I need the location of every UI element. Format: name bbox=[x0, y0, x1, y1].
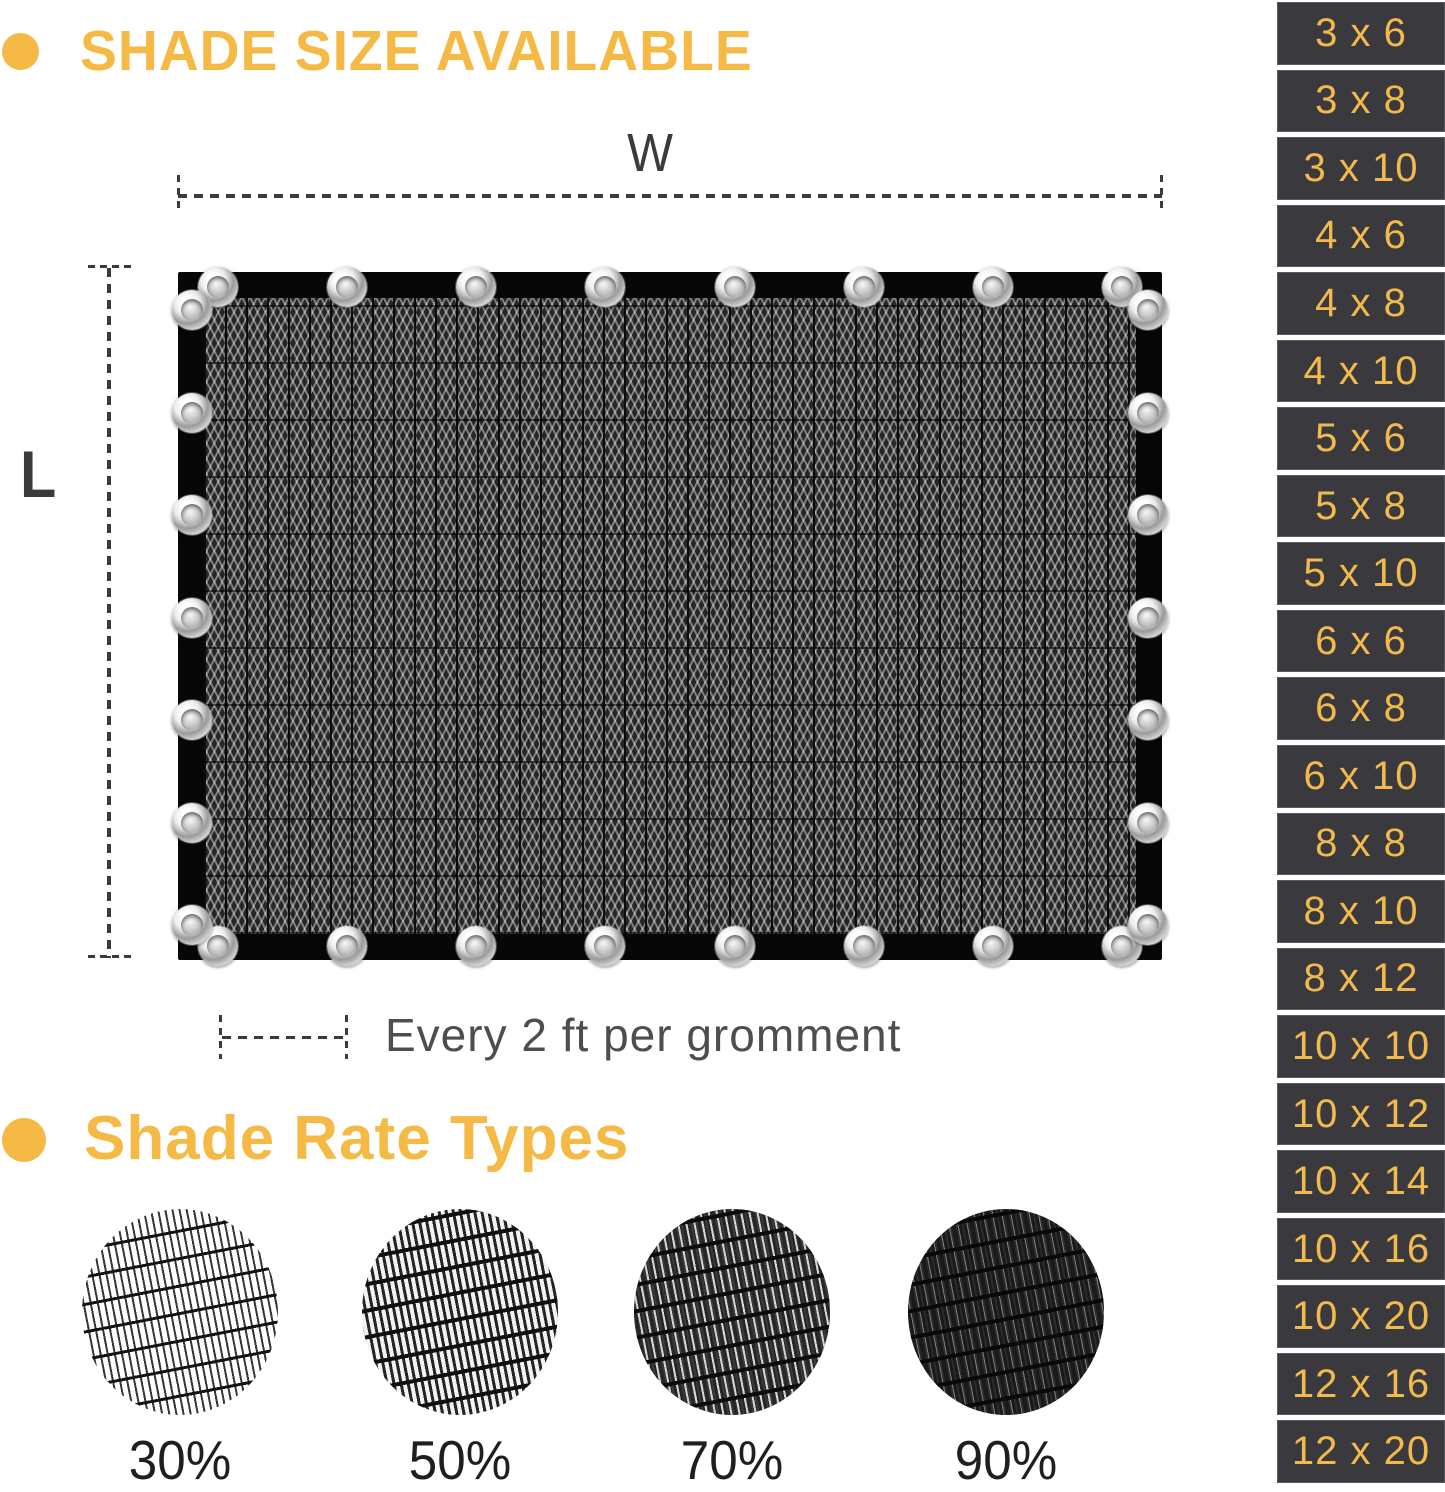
grommet-note: Every 2 ft per gromment bbox=[385, 1009, 902, 1061]
mesh-texture bbox=[82, 1209, 278, 1415]
size-option: 5 x 8 bbox=[1277, 475, 1445, 538]
size-option: 4 x 6 bbox=[1277, 205, 1445, 268]
grommet-hole bbox=[594, 935, 616, 957]
grommet-icon bbox=[327, 926, 367, 966]
shade-rate-label: 30% bbox=[128, 1429, 232, 1491]
length-dimension-tick-top bbox=[88, 265, 136, 268]
grommet-hole bbox=[207, 935, 229, 957]
grommet-icon bbox=[844, 926, 884, 966]
page-title: SHADE SIZE AVAILABLE bbox=[80, 19, 753, 83]
grommet-hole bbox=[1137, 504, 1159, 526]
size-option: 6 x 10 bbox=[1277, 745, 1445, 808]
grommet-icon bbox=[1128, 393, 1168, 433]
grommet-icon bbox=[1128, 598, 1168, 638]
size-option: 3 x 8 bbox=[1277, 70, 1445, 133]
grommet-hole bbox=[181, 914, 203, 936]
grommet-icon bbox=[456, 267, 496, 307]
mesh-texture bbox=[908, 1209, 1104, 1415]
width-dimension-line bbox=[178, 194, 1162, 198]
grommet-icon bbox=[172, 393, 212, 433]
size-option: 10 x 10 bbox=[1277, 1015, 1445, 1078]
shade-net-mesh bbox=[204, 298, 1136, 934]
grommet-icon bbox=[844, 267, 884, 307]
width-dimension-tick-left bbox=[177, 175, 180, 213]
width-dimension-tick-right bbox=[1160, 175, 1163, 213]
grommet-icon bbox=[172, 700, 212, 740]
grommet-hole bbox=[853, 276, 875, 298]
size-option: 3 x 10 bbox=[1277, 137, 1445, 200]
grommet-hole bbox=[594, 276, 616, 298]
size-option: 10 x 14 bbox=[1277, 1150, 1445, 1213]
length-dimension-tick-bottom bbox=[88, 955, 136, 958]
grommet-icon bbox=[1128, 803, 1168, 843]
grommet-spacing-line bbox=[222, 1036, 345, 1039]
grommet-icon bbox=[1128, 495, 1168, 535]
shade-net bbox=[178, 272, 1162, 960]
size-option: 5 x 10 bbox=[1277, 542, 1445, 605]
shade-rate-label: 90% bbox=[954, 1429, 1058, 1491]
grommet-icon bbox=[172, 598, 212, 638]
grommet-hole bbox=[336, 276, 358, 298]
size-option: 10 x 12 bbox=[1277, 1083, 1445, 1146]
grommet-icon bbox=[1128, 700, 1168, 740]
grommet-hole bbox=[853, 935, 875, 957]
size-option: 8 x 8 bbox=[1277, 813, 1445, 876]
grommet-spacing-tick-right bbox=[345, 1015, 348, 1059]
grommet-icon bbox=[715, 926, 755, 966]
shade-sample-90 bbox=[908, 1209, 1104, 1415]
grommet-hole bbox=[465, 935, 487, 957]
size-option: 10 x 20 bbox=[1277, 1285, 1445, 1348]
grommet-icon bbox=[172, 905, 212, 945]
grommet-icon bbox=[456, 926, 496, 966]
size-option: 8 x 10 bbox=[1277, 880, 1445, 943]
size-option: 12 x 20 bbox=[1277, 1420, 1445, 1483]
shade-sample-50 bbox=[362, 1209, 558, 1415]
size-option: 5 x 6 bbox=[1277, 407, 1445, 470]
shade-sample-30 bbox=[82, 1209, 278, 1415]
grommet-icon bbox=[973, 926, 1013, 966]
grommet-hole bbox=[181, 812, 203, 834]
size-list bbox=[1277, 0, 1445, 1485]
grommet-icon bbox=[172, 495, 212, 535]
grommet-hole bbox=[1111, 276, 1133, 298]
size-option: 4 x 10 bbox=[1277, 340, 1445, 403]
size-option: 6 x 8 bbox=[1277, 677, 1445, 740]
grommet-hole bbox=[1137, 709, 1159, 731]
grommet-icon bbox=[585, 926, 625, 966]
grommet-hole bbox=[1111, 935, 1133, 957]
length-dimension-label: L bbox=[20, 437, 57, 511]
grommet-hole bbox=[982, 276, 1004, 298]
shade-rate-label: 50% bbox=[408, 1429, 512, 1491]
grommet-hole bbox=[181, 402, 203, 424]
grommet-icon bbox=[172, 803, 212, 843]
grommet-hole bbox=[1137, 914, 1159, 936]
shade-sample-70 bbox=[634, 1209, 830, 1415]
grommet-icon bbox=[973, 267, 1013, 307]
grommet-hole bbox=[181, 709, 203, 731]
grommet-icon bbox=[715, 267, 755, 307]
grommet-hole bbox=[336, 935, 358, 957]
size-option: 3 x 6 bbox=[1277, 2, 1445, 65]
grommet-icon bbox=[172, 290, 212, 330]
grommet-hole bbox=[181, 504, 203, 526]
grommet-hole bbox=[1137, 299, 1159, 321]
grommet-hole bbox=[724, 276, 746, 298]
shade-rate-title: Shade Rate Types bbox=[84, 1104, 630, 1173]
grommet-hole bbox=[724, 935, 746, 957]
grommet-hole bbox=[1137, 402, 1159, 424]
grommet-hole bbox=[1137, 607, 1159, 629]
size-option: 6 x 6 bbox=[1277, 610, 1445, 673]
grommet-icon bbox=[1128, 905, 1168, 945]
section-bullet-icon bbox=[2, 33, 39, 70]
size-option: 10 x 16 bbox=[1277, 1218, 1445, 1281]
size-option: 8 x 12 bbox=[1277, 948, 1445, 1011]
grommet-hole bbox=[181, 607, 203, 629]
section-bullet-icon bbox=[2, 1118, 46, 1162]
size-option: 4 x 8 bbox=[1277, 272, 1445, 335]
grommet-icon bbox=[1128, 290, 1168, 330]
mesh-texture bbox=[362, 1209, 558, 1415]
grommet-hole bbox=[181, 299, 203, 321]
shade-rate-label: 70% bbox=[680, 1429, 784, 1491]
grommet-hole bbox=[1137, 812, 1159, 834]
grommet-hole bbox=[207, 276, 229, 298]
grommet-hole bbox=[465, 276, 487, 298]
width-dimension-label: W bbox=[627, 123, 673, 183]
size-option: 12 x 16 bbox=[1277, 1353, 1445, 1416]
length-dimension-line bbox=[107, 268, 111, 958]
grommet-hole bbox=[982, 935, 1004, 957]
grommet-icon bbox=[327, 267, 367, 307]
mesh-texture bbox=[634, 1209, 830, 1415]
